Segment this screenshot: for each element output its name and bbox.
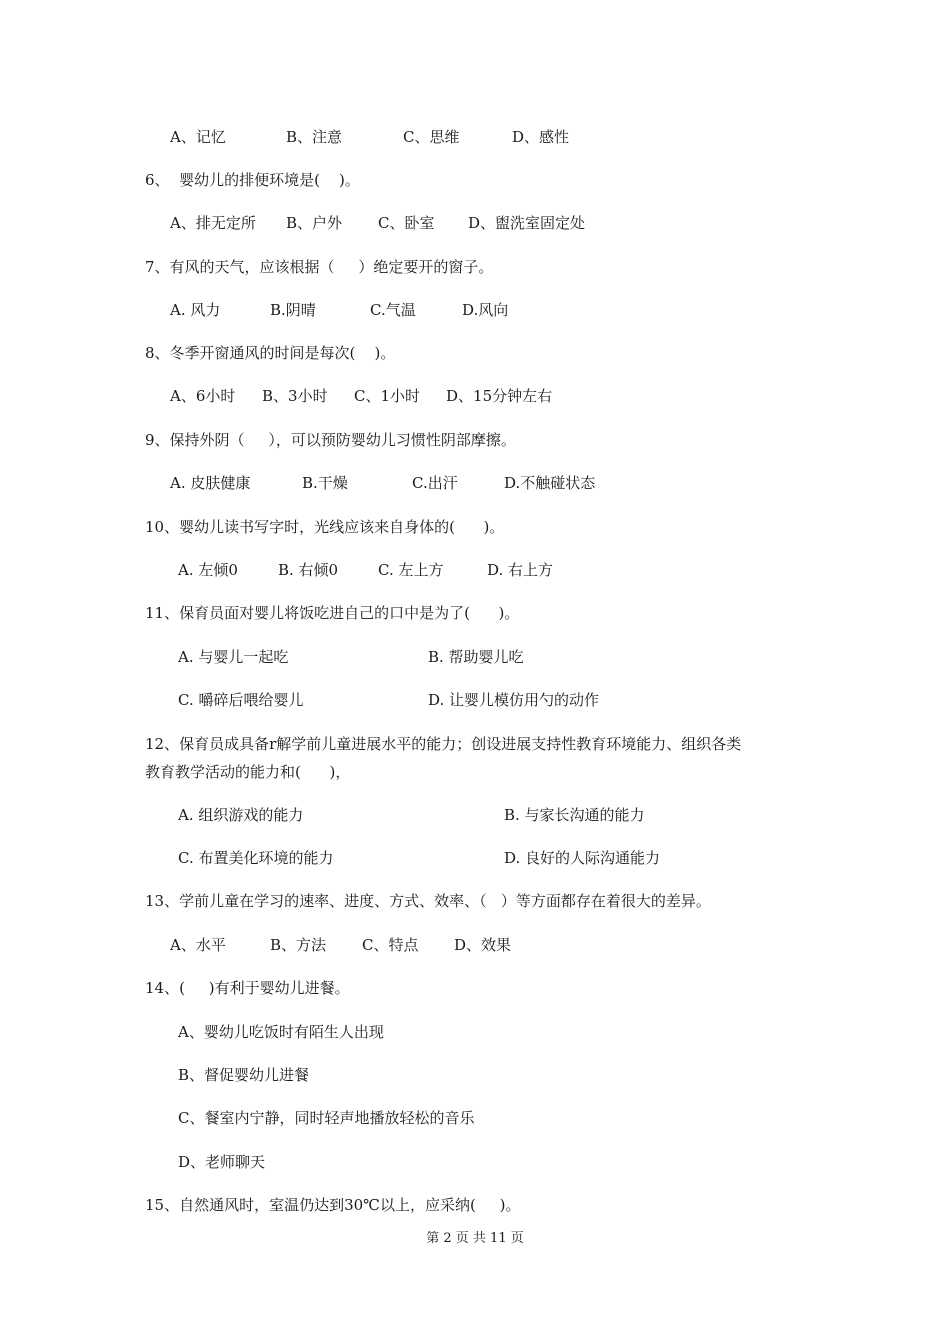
- q7-option-b: B.阴晴: [270, 301, 316, 319]
- q10-option-b: B. 右倾0: [278, 561, 339, 579]
- q9-option-c: C.出汗: [412, 474, 458, 492]
- question-15: 15、自然通风时，室温仍达到30℃以上，应采纳( )。: [145, 1196, 521, 1214]
- q12-option-b: B. 与家长沟通的能力: [504, 806, 645, 824]
- q10-option-a: A. 左倾0: [178, 561, 238, 579]
- q12-option-a: A. 组织游戏的能力: [178, 806, 304, 824]
- page-footer: 第 2 页 共 11 页: [426, 1231, 524, 1246]
- q8-option-a: A、6小时: [170, 387, 236, 405]
- question-6: 6、 婴幼儿的排便环境是( )。: [145, 171, 360, 189]
- q14-option-c: C、餐室内宁静，同时轻声地播放轻松的音乐: [178, 1109, 475, 1127]
- q14-option-a: A、婴幼儿吃饭时有陌生人出现: [178, 1023, 384, 1041]
- q6-option-b: B、户外: [286, 214, 343, 232]
- question-10: 10、婴幼儿读书写字时，光线应该来自身体的( )。: [145, 518, 505, 536]
- q7-option-a: A. 风力: [170, 301, 221, 319]
- q12-option-d: D. 良好的人际沟通能力: [504, 849, 661, 867]
- q8-option-c: C、1小时: [354, 387, 421, 405]
- q5-option-d: D、感性: [512, 128, 570, 146]
- q7-option-c: C.气温: [370, 301, 416, 319]
- q11-option-d: D. 让婴儿模仿用勺的动作: [428, 691, 600, 709]
- q13-option-d: D、效果: [454, 936, 512, 954]
- q14-option-b: B、督促婴幼儿进餐: [178, 1066, 310, 1084]
- q8-option-b: B、3小时: [262, 387, 328, 405]
- q5-option-a: A、记忆: [170, 128, 226, 146]
- q13-option-a: A、水平: [170, 936, 226, 954]
- q5-option-c: C、思维: [403, 128, 460, 146]
- q9-option-d: D.不触碰状态: [504, 474, 596, 492]
- question-12-line-2: 教育教学活动的能力和( )，: [145, 763, 351, 781]
- question-7: 7、有风的天气，应该根据（ ）绝定要开的窗子。: [145, 258, 494, 276]
- q10-option-c: C. 左上方: [378, 561, 444, 579]
- q9-option-b: B.干燥: [302, 474, 348, 492]
- question-9: 9、保持外阴（ ），可以预防婴幼儿习惯性阴部摩擦。: [145, 431, 516, 449]
- question-13: 13、学前儿童在学习的速率、进度、方式、效率、（ ）等方面都存在着很大的差异。: [145, 892, 711, 910]
- q11-option-a: A. 与婴儿一起吃: [178, 648, 289, 666]
- question-14: 14、( )有利于婴幼儿进餐。: [145, 979, 350, 997]
- question-11: 11、保育员面对婴儿将饭吃进自己的口中是为了( )。: [145, 604, 520, 622]
- q9-option-a: A. 皮肤健康: [170, 474, 251, 492]
- question-12-line-1: 12、保育员成具备r解学前儿童进展水平的能力；创设进展支持性教育环境能力、组织各类: [145, 735, 742, 753]
- q8-option-d: D、15分钟左右: [446, 387, 553, 405]
- q5-option-b: B、注意: [286, 128, 343, 146]
- question-8: 8、冬季开窗通风的时间是每次( )。: [145, 344, 396, 362]
- q11-option-b: B. 帮助婴儿吃: [428, 648, 524, 666]
- q11-option-c: C. 嚼碎后喂给婴儿: [178, 691, 304, 709]
- q12-option-c: C. 布置美化环境的能力: [178, 849, 334, 867]
- q13-option-c: C、特点: [362, 936, 419, 954]
- q7-option-d: D.风向: [462, 301, 509, 319]
- q6-option-c: C、卧室: [378, 214, 435, 232]
- q13-option-b: B、方法: [270, 936, 327, 954]
- q6-option-a: A、排无定所: [170, 214, 256, 232]
- q14-option-d: D、老师聊天: [178, 1153, 266, 1171]
- q6-option-d: D、盥洗室固定处: [468, 214, 586, 232]
- q10-option-d: D. 右上方: [487, 561, 554, 579]
